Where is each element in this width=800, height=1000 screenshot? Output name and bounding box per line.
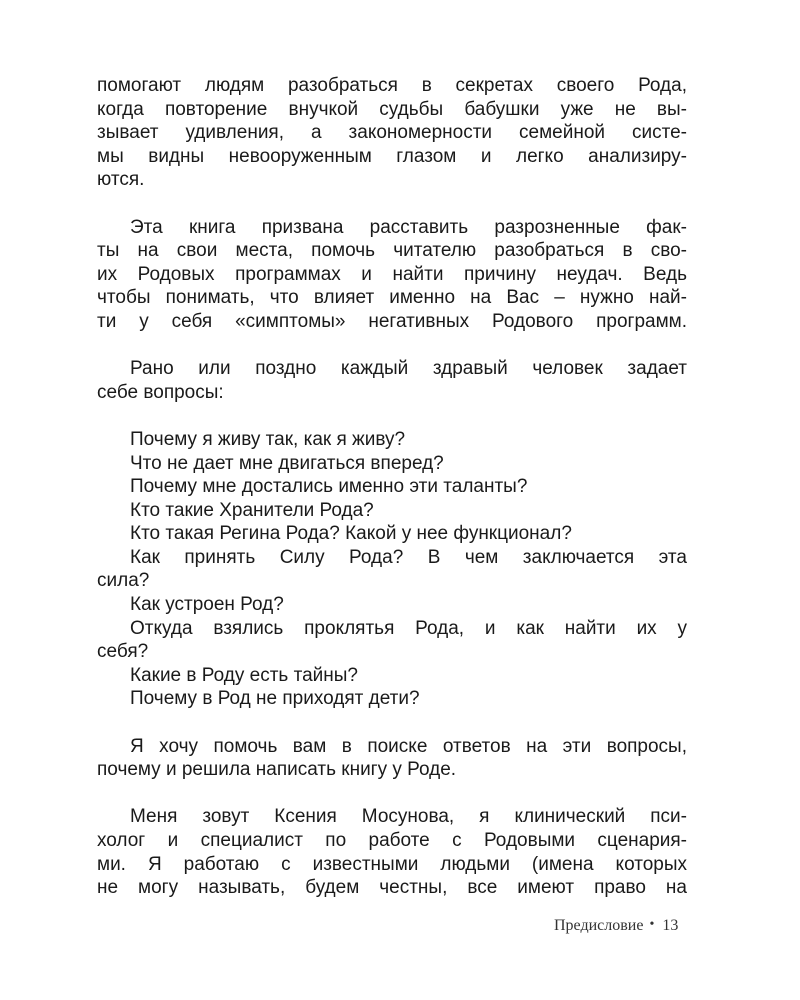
text-line: не могу называть, будем честны, все имеют право на — [97, 877, 687, 899]
paragraph-gap — [97, 404, 687, 428]
text-line: Эта книга призвана расставить разрозненные фак- — [130, 216, 687, 238]
text-line: себе вопросы: — [97, 381, 224, 403]
question-item-continuation: себя? — [97, 641, 149, 663]
question-item: Как принять Силу Рода? В чем заключается эта — [130, 546, 687, 568]
text-line: помогают людям разобраться в секретах своего Рода, — [97, 75, 687, 96]
text-line: ты на свои места, помочь читателю разобраться в сво- — [97, 240, 687, 262]
question-item: Кто такая Регина Рода? Какой у нее функционал? — [130, 523, 572, 545]
question-item-continuation: сила? — [97, 570, 150, 592]
question-item: Откуда взялись проклятья Рода, и как найти их у — [130, 617, 687, 639]
text-line: мы видны невооруженным глазом и легко анализиру- — [97, 145, 687, 167]
paragraph-4 — [97, 735, 687, 782]
text-line: ми. Я работаю с известными людьми (имена которых — [97, 853, 687, 875]
paragraph-gap — [97, 334, 687, 358]
text-line: их Родовых программах и найти причину неудач. Ведь — [97, 263, 687, 285]
paragraph-gap — [97, 711, 687, 735]
text-line: Меня зовут Ксения Мосунова, я клинический пси- — [130, 806, 687, 828]
page-footer — [554, 917, 754, 935]
text-line: холог и специалист по работе с Родовыми сценария- — [97, 830, 687, 851]
text-line: ются. — [97, 169, 145, 191]
question-item: Почему мне достались именно эти таланты? — [130, 476, 528, 498]
paragraph-2 — [97, 216, 687, 334]
book-page — [97, 74, 687, 900]
text-line: почему и решила написать книгу у Роде. — [97, 759, 457, 781]
running-header-section: Предисловие — [554, 917, 644, 934]
question-item: Почему в Род не приходят дети? — [130, 688, 420, 710]
text-line: чтобы понимать, что влияет именно на Вас – нужно най- — [97, 287, 687, 309]
paragraph-1 — [97, 74, 687, 192]
page-number: 13 — [662, 917, 679, 934]
paragraph-gap — [97, 192, 687, 216]
question-item: Что не дает мне двигаться вперед? — [130, 452, 444, 474]
text-line: зывает удивления, а закономерности семейной систе- — [97, 122, 687, 144]
text-line: Я хочу помочь вам в поиске ответов на эти вопросы, — [130, 735, 687, 757]
question-list — [97, 428, 687, 711]
question-item: Какие в Роду есть тайны? — [130, 664, 358, 686]
question-item: Кто такие Хранители Рода? — [130, 499, 374, 521]
bullet-icon: • — [649, 917, 655, 932]
paragraph-3 — [97, 357, 687, 404]
question-item: Почему я живу так, как я живу? — [130, 428, 406, 450]
question-item: Как устроен Род? — [130, 594, 284, 616]
paragraph-5 — [97, 805, 687, 899]
text-line: Рано или поздно каждый здравый человек задает — [130, 358, 687, 380]
text-line: ти у себя «симптомы» негативных Родового программ. — [97, 310, 687, 332]
text-line: когда повторение внучкой судьбы бабушки уже не вы- — [97, 98, 687, 120]
paragraph-gap — [97, 782, 687, 806]
